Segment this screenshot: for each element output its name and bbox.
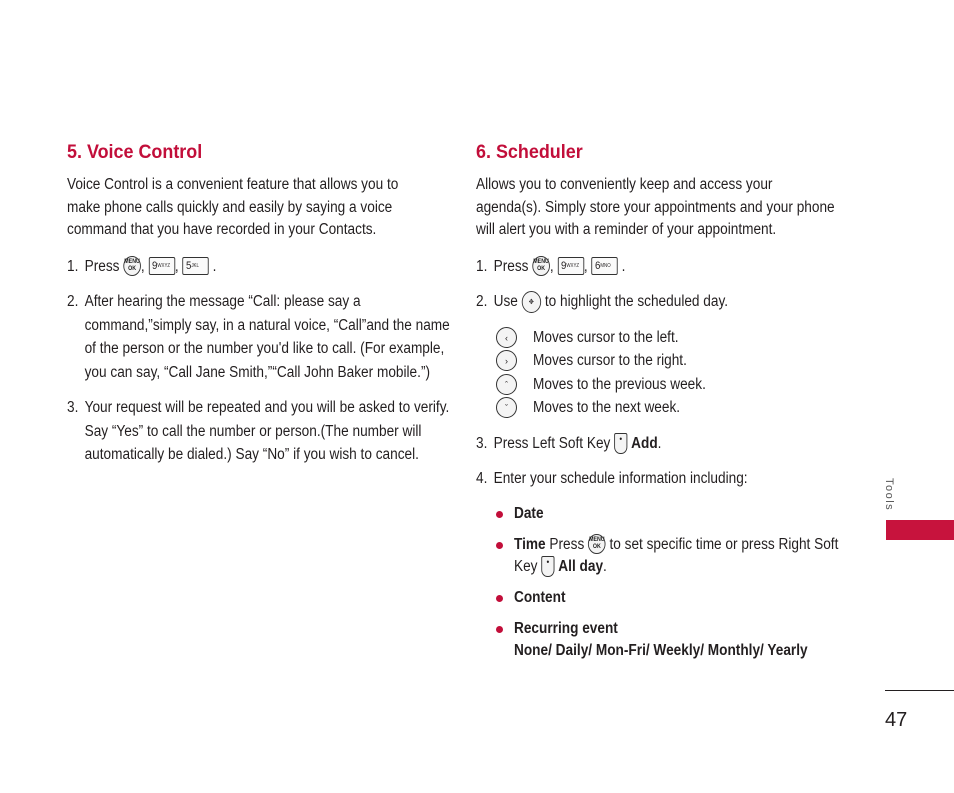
- nav-left-row: ‹ Moves cursor to the left.: [496, 326, 841, 350]
- voice-step-3: 3. Your request will be repeated and you will be asked to verify. Say “Yes” to call the number or person.(The number will automatically be dialed.) Say “No” if you wish to cancel.: [67, 399, 450, 463]
- menu-ok-key-icon: MENU OK: [123, 256, 141, 276]
- nav-down-icon: ˇ: [496, 397, 517, 418]
- nav-left-icon: ‹: [496, 327, 517, 348]
- bullet-dot-icon: [496, 542, 503, 549]
- voice-control-intro: Voice Control is a convenient feature that allows you to make phone calls quickly and easily by saying a voice command that you have recorded in your Contacts.: [67, 176, 399, 238]
- bullet-date: Date: [476, 503, 841, 525]
- scheduler-intro: Allows you to conveniently keep and access your agenda(s). Simply store your appointments and your phone will alert you with a reminder of your appointment.: [476, 176, 835, 238]
- left-soft-key-icon: •: [614, 433, 627, 454]
- voice-step-2: 2. After hearing the message “Call: please say a command,”simply say, in a natural voice, “Call”and the name of the person or the number you'd like to call. (For example, you can say, “Call Jane Smith,”“Call John Baker mobile.”): [67, 293, 450, 381]
- bullet-dot-icon: [496, 626, 503, 633]
- key-5-icon: 5JKL: [182, 257, 208, 275]
- menu-ok-key-icon: MENU OK: [532, 256, 550, 276]
- nav-up-row: ˆ Moves to the previous week.: [496, 373, 841, 397]
- voice-step-1: 1. Press MENU OK , 9WXYZ , 5JKL .: [67, 257, 217, 275]
- nav-down-row: ˇ Moves to the next week.: [496, 396, 841, 420]
- navigation-key-icon: ✥: [522, 291, 541, 313]
- page-number: 47: [885, 709, 908, 731]
- page-number-rule: [885, 690, 954, 691]
- nav-up-icon: ˆ: [496, 374, 517, 395]
- nav-right-icon: ›: [496, 350, 517, 371]
- bullet-time: Time Press MENU OK to set specific time or press Right Soft Key • All day.: [476, 534, 841, 578]
- bullet-dot-icon: [496, 595, 503, 602]
- bullet-content: Content: [476, 587, 841, 609]
- scheduler-step-4: 4. Enter your schedule information including:: [476, 470, 748, 487]
- menu-ok-key-icon: MENU OK: [588, 534, 606, 554]
- scheduler-step-2: 2. Use ✥ to highlight the scheduled day.: [476, 290, 857, 314]
- scheduler-heading: 6. Scheduler: [476, 141, 583, 163]
- right-soft-key-icon: •: [541, 556, 554, 577]
- key-6-icon: 6MNO: [591, 257, 617, 275]
- scheduler-step-3: 3. Press Left Soft Key • Add.: [476, 432, 857, 456]
- section-tab-label: Tools: [883, 478, 895, 512]
- voice-control-heading: 5. Voice Control: [67, 141, 203, 163]
- scheduler-section: [476, 140, 841, 662]
- bullet-dot-icon: [496, 511, 503, 518]
- bullet-recurring: Recurring event None/ Daily/ Mon-Fri/ Weekly/ Monthly/ Yearly: [476, 618, 841, 662]
- key-9-icon: 9WXYZ: [557, 257, 583, 275]
- nav-right-row: › Moves cursor to the right.: [496, 349, 841, 373]
- scheduler-step-1: 1. Press MENU OK , 9WXYZ , 6MNO .: [476, 257, 626, 275]
- key-9-icon: 9WXYZ: [148, 257, 174, 275]
- navigation-key-list: [496, 326, 841, 420]
- section-tab-bar: [886, 520, 954, 540]
- voice-control-section: [67, 140, 450, 467]
